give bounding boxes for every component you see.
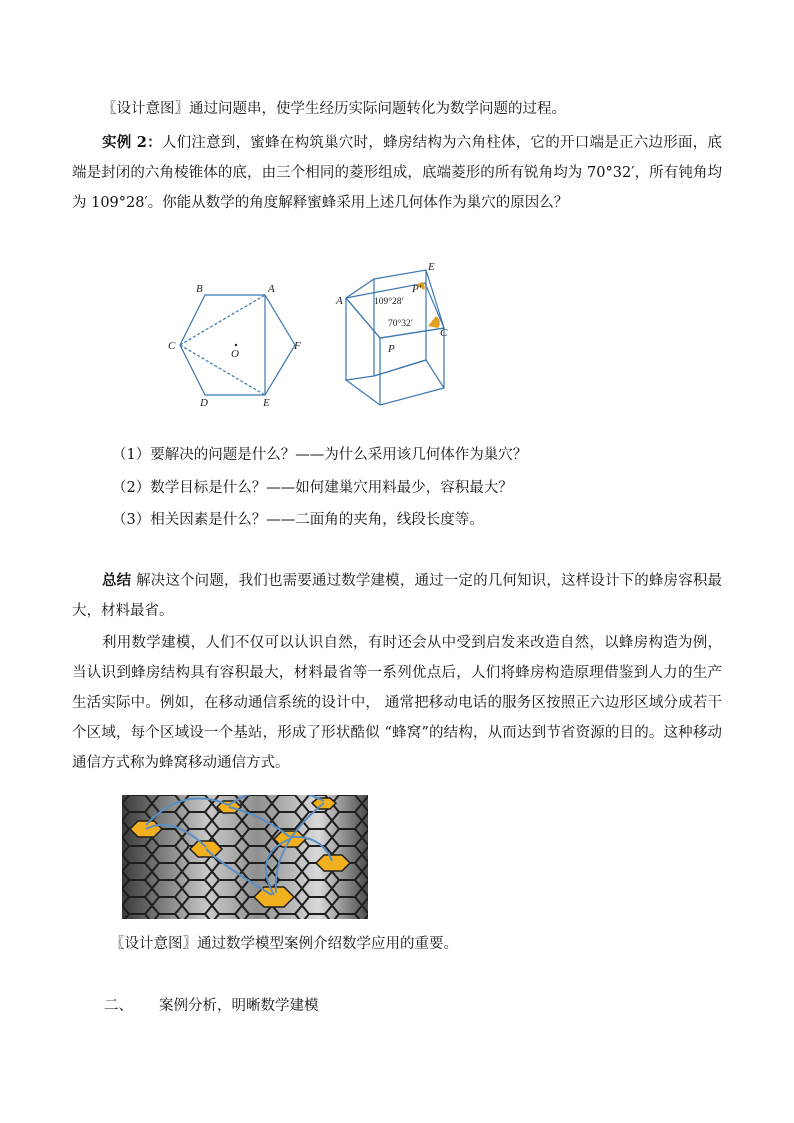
example-2-paragraph xyxy=(72,128,722,218)
design-intent-label: 〖设计意图〗 xyxy=(110,936,197,952)
example-2-text: 人们注意到，蜜蜂在构筑巢穴时，蜂房结构为六角柱体，它的开口端是正六边形面，底端是封闭的六角棱锥体的底，由三个相同的菱形组成，底端菱形的所有锐角均为 70°32′，所有钝角均为 109°28′。你能从数学的角度解释蜜蜂采用上述几何体作为巢穴的原因么？ xyxy=(72,135,722,211)
hex-label-o: O xyxy=(231,348,239,360)
summary-paragraph xyxy=(72,566,722,626)
hex-label-e: E xyxy=(263,397,270,409)
section-heading xyxy=(104,991,704,1021)
prism-label-c: C xyxy=(440,327,448,339)
design-intent-2 xyxy=(110,929,710,959)
hex-label-a: A xyxy=(268,283,275,295)
hex-label-c: C xyxy=(168,340,176,352)
prism-label-p-prime: P′ xyxy=(412,283,422,295)
prism-label-e: E xyxy=(428,261,435,273)
question-3: （3）相关因素是什么？——二面角的夹角，线段长度等。 xyxy=(112,512,484,528)
section-title: 案例分析，明晰数学建模 xyxy=(159,998,319,1014)
honeycomb-prism-diagram xyxy=(332,258,462,418)
section-number: 二、 xyxy=(104,998,133,1014)
example-2-label: 实例 2： xyxy=(102,134,162,151)
prism-label-p: P xyxy=(388,343,395,355)
prism-label-a: A xyxy=(336,295,343,307)
hexagon-diagram xyxy=(160,278,310,413)
design-intent-text: 通过问题串，使学生经历实际问题转化为数学问题的过程。 xyxy=(189,101,566,117)
honeycomb-network-illustration xyxy=(122,795,368,919)
design-intent-1 xyxy=(72,94,722,124)
angle-label-acute: 70°32′ xyxy=(388,319,413,329)
base-station-cell xyxy=(254,887,294,907)
design-intent-label: 〖设计意图〗 xyxy=(102,101,189,117)
question-2: （2）数学目标是什么？——如何建巢穴用料最少，容积最大？ xyxy=(112,480,513,496)
center-point xyxy=(235,344,237,346)
acute-angle-mark xyxy=(428,316,440,328)
design-intent-text: 通过数学模型案例介绍数学应用的重要。 xyxy=(197,936,458,952)
regular-hexagon xyxy=(180,295,295,395)
question-1: （1）要解决的问题是什么？——为什么采用该几何体作为巢穴？ xyxy=(112,447,528,463)
prism-face-upper xyxy=(380,328,444,338)
base-station-cell xyxy=(316,855,350,871)
prism-bottom-hexagon xyxy=(346,360,444,405)
hex-label-f: F xyxy=(294,340,301,352)
angle-label-obtuse: 109°28′ xyxy=(374,297,404,307)
cellular-paragraph: 利用数学建模，人们不仅可以认识自然，有时还会从中受到启发来改造自然，以蜂房构造为例，当认识到蜂房结构具有容积最大，材料最省等一系列优点后，人们将蜂房构造原理借鉴到人力的生产生活实际中。例如，在移动通信系统的设计中， 通常把移动电话的服务区按照正六边形区域分成若干个区域，每个区域设一个基站，形成了形状酷似 “蜂窝”的结构，从而达到节省资源的目的。这种移动通信方式称为蜂窝移动通信方式。 xyxy=(72,635,722,771)
prism-bottom-inner xyxy=(374,360,426,376)
hex-label-d: D xyxy=(200,397,208,409)
hex-label-b: B xyxy=(196,283,203,295)
summary-text: 解决这个问题，我们也需要通过数学建模，通过一定的几何知识，这样设计下的蜂房容积最大，材料最省。 xyxy=(72,573,723,619)
summary-label: 总结 xyxy=(102,572,132,589)
